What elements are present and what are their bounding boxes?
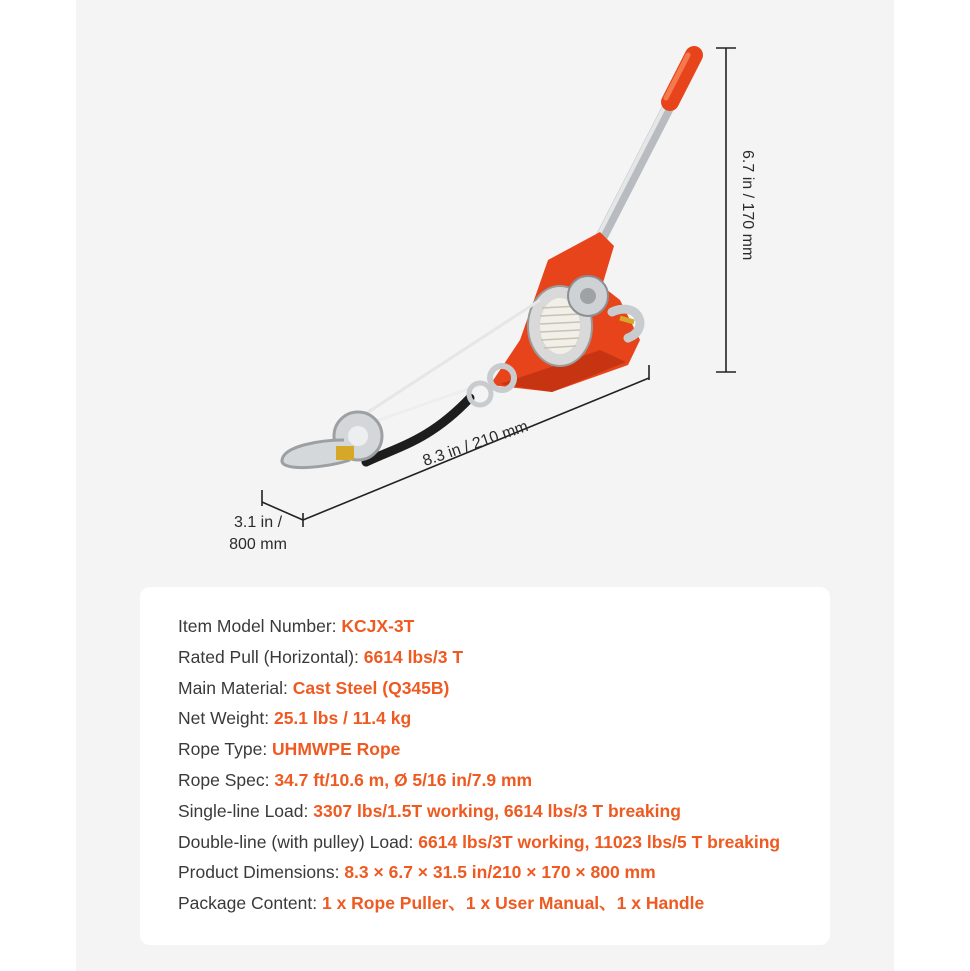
spec-label: Double-line (with pulley) Load: [178,831,419,852]
depth-dimension-label-line1: 3.1 in / [233,514,283,531]
spec-value: UHMWPE Rope [272,739,401,760]
spec-row-rope-spec [178,765,780,796]
spec-label: Main Material: [178,677,293,698]
spec-label: Product Dimensions: [178,862,345,883]
spec-label: Rated Pull (Horizontal): [178,646,364,667]
spec-value: KCJX-3T [341,616,415,636]
spec-row-single-line-load [178,796,780,827]
specifications-card [140,587,830,945]
spec-value: 8.3 × 6.7 × 31.5 in/210 × 170 × 800 mm [344,862,656,883]
spec-value: 1 x Rope Puller、1 x User Manual、1 x Handle [321,893,705,914]
spec-value: 3307 lbs/1.5T working, 6614 lbs/3 T breaking [313,800,681,821]
spec-label: Rope Spec: [178,769,275,790]
spec-row-double-line-load [178,827,780,858]
spec-row-product-dimensions [178,857,780,888]
specifications-list [178,611,780,919]
spec-row-rated-pull [178,642,780,673]
spec-value: 6614 lbs/3T working, 11023 lbs/5 T breaking [418,831,781,852]
spec-row-model [178,611,780,642]
spec-value: Cast Steel (Q345B) [292,677,450,698]
handle [598,55,694,238]
puller-body [490,232,640,392]
spec-row-rope-type [178,734,780,765]
spec-value: 34.7 ft/10.6 m, Ø 5/16 in/7.9 mm [274,769,533,790]
spec-label: Rope Type: [178,739,273,760]
spec-row-package-content [178,888,780,919]
spec-row-net-weight [178,703,780,734]
depth-dimension-label-line2: 800 mm [229,536,287,553]
spec-value: 6614 lbs/3 T [363,646,464,667]
spec-row-material [178,673,780,704]
height-dimension-label: 6.7 in / 170 mm [739,150,756,261]
spec-value: 25.1 lbs / 11.4 kg [273,708,412,729]
width-dimension-label: 8.3 in / 210 mm [420,417,531,470]
spec-label: Item Model Number: [178,616,342,636]
depth-dimension-label [221,512,295,556]
height-dimension-line [716,48,736,372]
spec-label: Package Content: [178,893,322,914]
spec-label: Single-line Load: [178,800,314,821]
spec-label: Net Weight: [178,708,274,729]
